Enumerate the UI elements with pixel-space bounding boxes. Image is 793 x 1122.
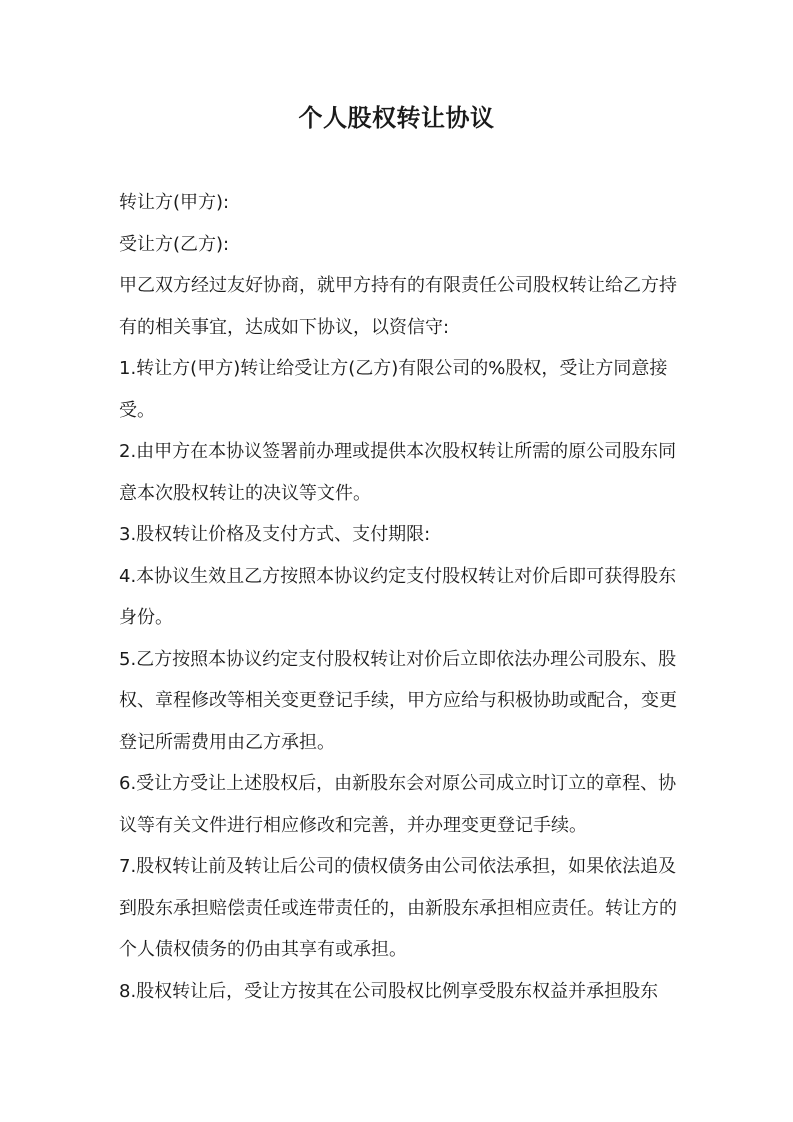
- clause-7: 7.股权转让前及转让后公司的债权债务由公司依法承担，如果依法追及到股东承担赔偿责任或连带责任的，由新股东承担相应责任。转让方的个人债权债务的仍由其享有或承担。: [119, 856, 677, 960]
- document-body: [119, 182, 679, 1012]
- clause-6: 6.受让方受让上述股权后，由新股东会对原公司成立时订立的章程、协议等有关文件进行相应修改和完善，并办理变更登记手续。: [119, 773, 677, 836]
- clause-4: 4.本协议生效且乙方按照本协议约定支付股权转让对价后即可获得股东身份。: [119, 565, 677, 628]
- clause-2: 2.由甲方在本协议签署前办理或提供本次股权转让所需的原公司股东同意本次股权转让的决议等文件。: [119, 441, 677, 504]
- party-b-line: 受让方(乙方):: [119, 233, 230, 255]
- preamble-paragraph: 甲乙双方经过友好协商，就甲方持有的有限责任公司股权转让给乙方持有的相关事宜，达成如下协议，以资信守:: [119, 275, 677, 338]
- party-a-line: 转让方(甲方):: [119, 192, 230, 213]
- clause-1: 1.转让方(甲方)转让给受让方(乙方)有限公司的%股权，受让方同意接受。: [119, 358, 668, 421]
- clause-8: 8.股权转让后，受让方按其在公司股权比例享受股东权益并承担股东: [119, 980, 659, 1002]
- document-title: 个人股权转让协议: [298, 104, 495, 132]
- clause-5: 5.乙方按照本协议约定支付股权转让对价后立即依法办理公司股东、股权、章程修改等相关变更登记手续，甲方应给与积极协助或配合，变更登记所需费用由乙方承担。: [119, 648, 677, 753]
- clause-3: 3.股权转让价格及支付方式、支付期限:: [119, 524, 431, 545]
